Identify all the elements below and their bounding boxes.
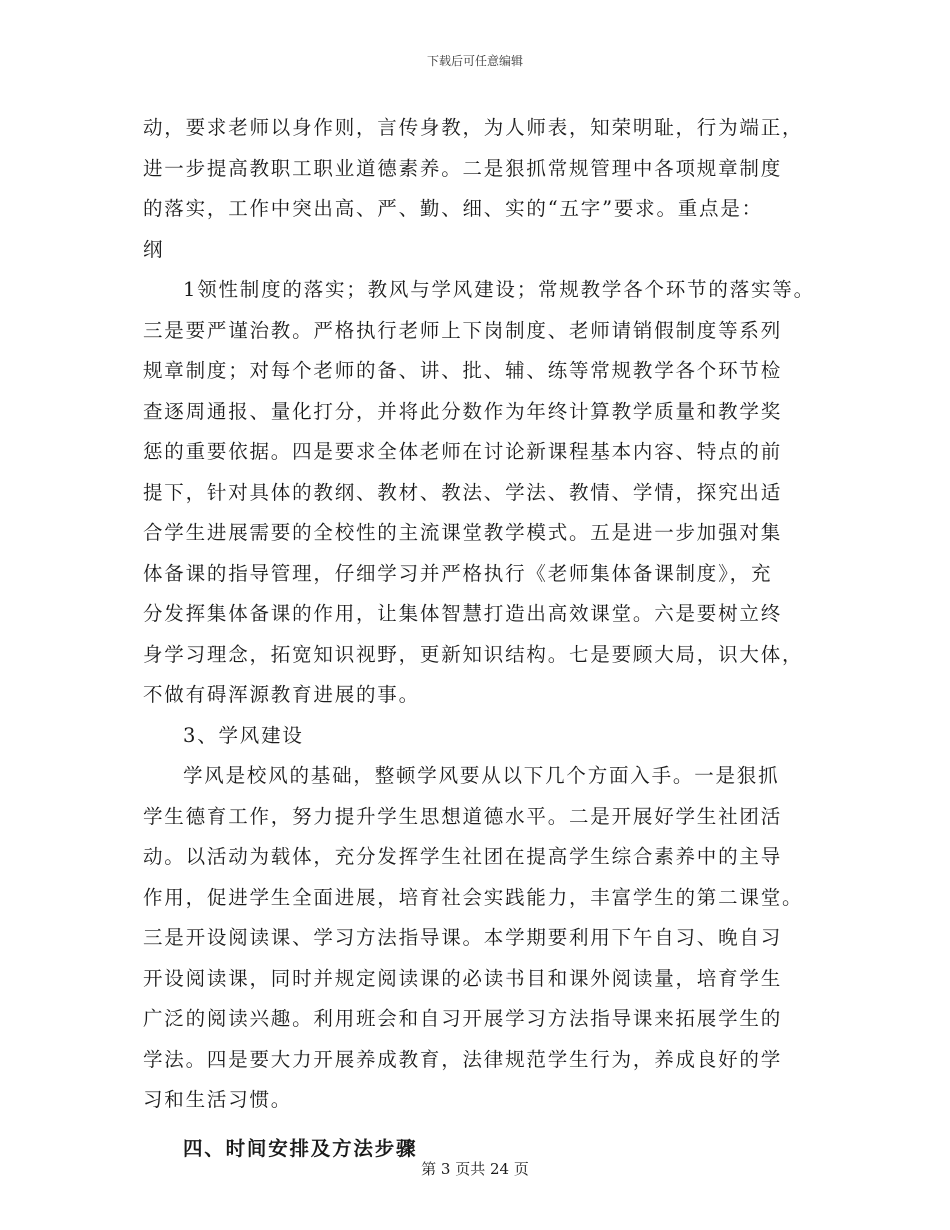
paragraph-line: 体备课的指导管理，仔细学习并严格执行《老师集体备课制度》，充 (143, 561, 773, 585)
paragraph-line: 1领性制度的落实；教风与学风建设；常规教学各个环节的落实等。 (183, 278, 815, 301)
section-subheading: 3、学风建设 (183, 723, 304, 747)
page-header: 下载后可任意编辑 (426, 54, 523, 68)
paragraph-line: 学风是校风的基础，整顿学风要从以下几个方面入手。一是狠抓 (183, 764, 780, 787)
paragraph-line: 三是开设阅读课、学习方法指导课。本学期要利用下午自习、晚自习 (143, 926, 783, 949)
paragraph-line: 开设阅读课，同时并规定阅读课的必读书目和课外阅读量，培育学生 (143, 966, 783, 990)
document-body (143, 108, 843, 1169)
paragraph-line: 分发挥集体备课的作用，让集体智慧打造出高效课堂。六是要树立终 (143, 602, 783, 625)
paragraph-line: 合学生进展需要的全校性的主流课堂教学模式。五是进一步加强对集 (143, 521, 783, 544)
paragraph-line: 习和生活习惯。 (143, 1088, 293, 1111)
paragraph-line: 提下，针对具体的教纲、教材、教法、学法、教情、学情，探究出适 (143, 480, 783, 504)
paragraph-line: 学生德育工作，努力提升学生思想道德水平。二是开展好学生社团活 (143, 804, 783, 828)
paragraph-line: 不做有碍浑源教育进展的事。 (143, 683, 420, 706)
section-heading: 四、时间安排及方法步骤 (183, 1136, 418, 1160)
paragraph-line: 规章制度；对每个老师的备、讲、批、辅、练等常规教学各个环节检 (143, 359, 783, 382)
section-spacer (143, 1121, 843, 1129)
paragraph-line: 广泛的阅读兴趣。利用班会和自习开展学习方法指导课来拓展学生的 (143, 1007, 783, 1030)
paragraph-line: 身学习理念，拓宽知识视野，更新知识结构。七是要顾大局，识大体， (143, 642, 804, 666)
paragraph-line: 动，要求老师以身作则，言传身教，为人师表，知荣明耻，行为端正， (143, 116, 804, 139)
paragraph-line: 三是要严谨治教。严格执行老师上下岗制度、老师请销假制度等系列 (143, 318, 783, 342)
page-number: 第 3 页共 24 页 (421, 1160, 529, 1178)
paragraph-line: 进一步提高教职工职业道德素养。二是狠抓常规管理中各项规章制度 (143, 156, 783, 180)
paragraph-line: 动。以活动为载体，充分发挥学生社团在提高学生综合素养中的主导 (143, 845, 783, 868)
paragraph-line: 查逐周通报、量化打分，并将此分数作为年终计算教学质量和教学奖 (143, 399, 783, 423)
paragraph-line: 作用，促进学生全面进展，培育社会实践能力，丰富学生的第二课堂。 (143, 885, 804, 909)
paragraph-line: 惩的重要依据。四是要求全体老师在讨论新课程基本内容、特点的前 (143, 440, 783, 463)
paragraph-line: 纲 (143, 237, 165, 261)
paragraph-line: 学法。四是要大力开展养成教育，法律规范学生行为，养成良好的学 (143, 1047, 783, 1071)
paragraph-line: 的落实，工作中突出高、严、勤、细、实的“五字”要求。重点是： (143, 197, 763, 220)
